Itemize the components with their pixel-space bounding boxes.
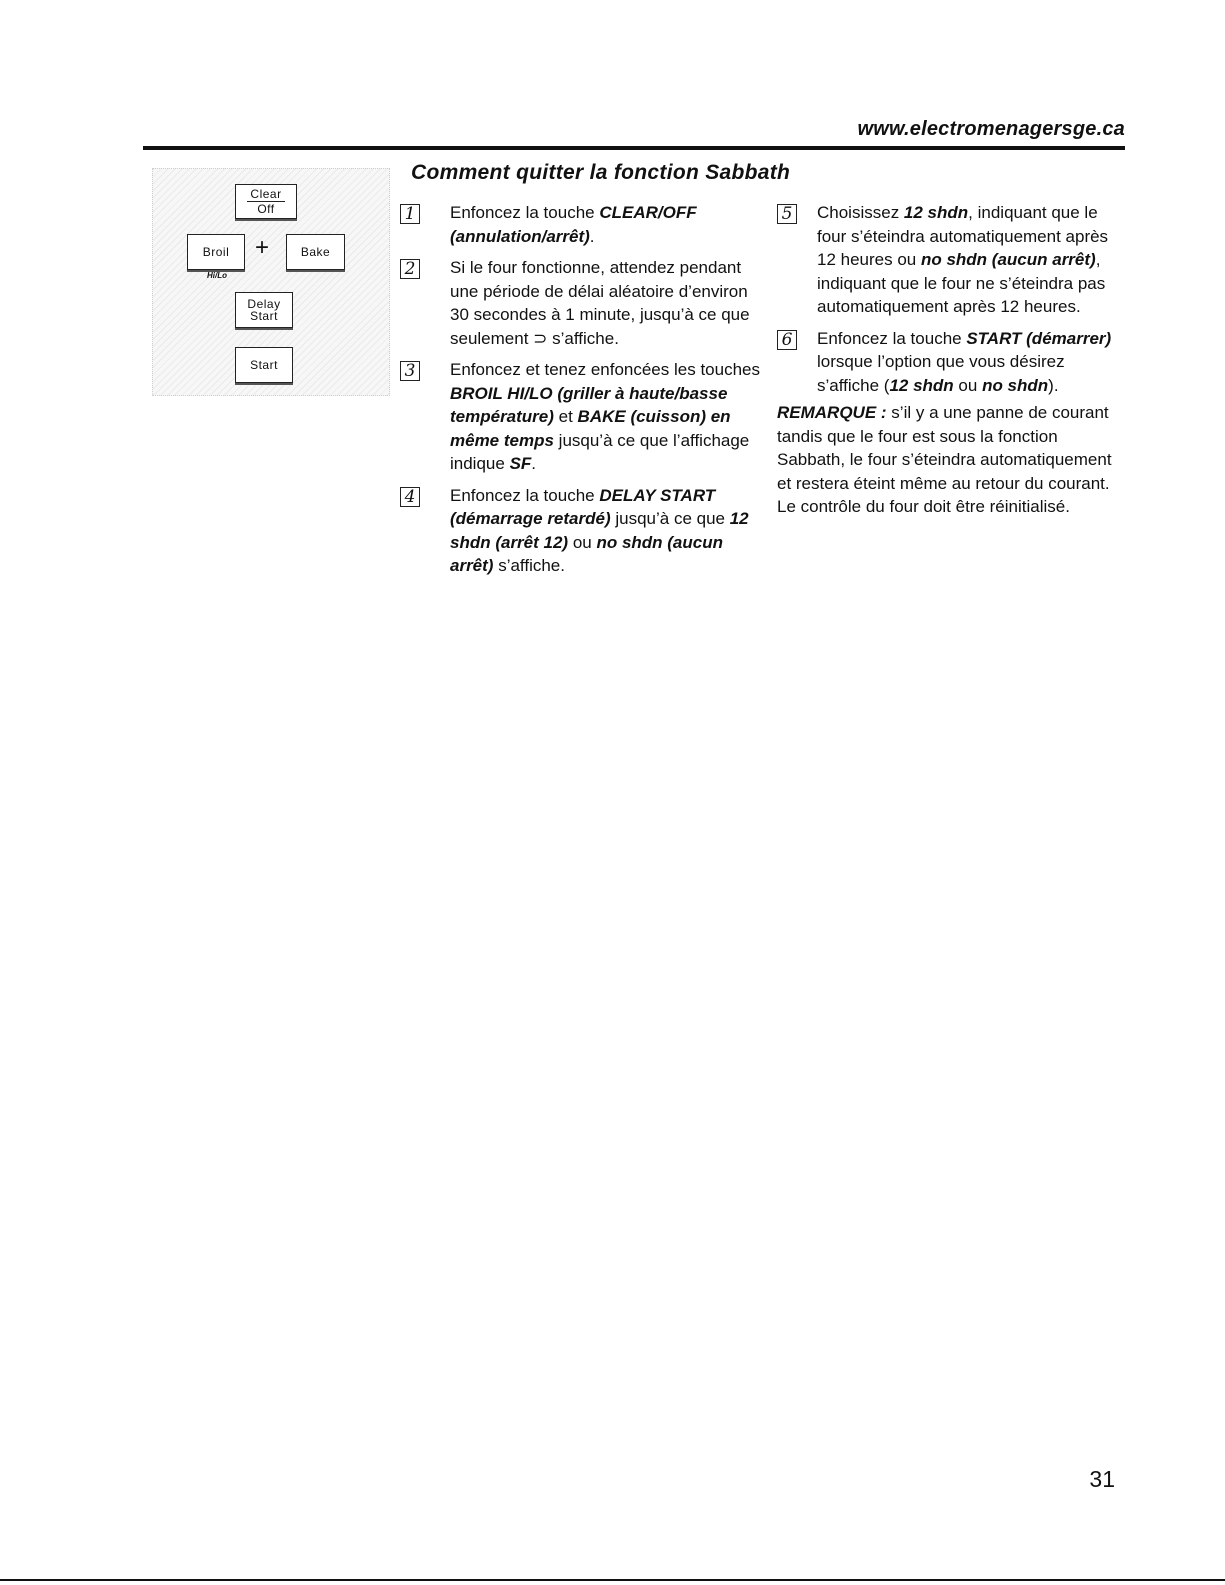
left-column: [400, 201, 760, 586]
step-key: START (démarrer): [966, 328, 1112, 348]
step-text: .: [531, 454, 537, 473]
right-column: [777, 201, 1122, 519]
step-text: Enfoncez la touche: [450, 485, 600, 505]
step-text: s’affiche.: [493, 556, 565, 575]
step-1: [400, 201, 760, 248]
step-text: ).: [1048, 375, 1059, 395]
hilo-label: Hi/Lo: [207, 271, 227, 280]
display-code: 12 shdn: [903, 203, 969, 222]
step-key: BROIL HI/LO (griller à haute/basse température): [450, 383, 728, 426]
step-number: 2: [400, 259, 420, 279]
delay-label: Delay: [247, 297, 281, 311]
step-key: DELAY START (démarrage retardé): [450, 485, 716, 528]
off-label: Off: [257, 202, 275, 216]
note-paragraph: [777, 401, 1122, 519]
step-text: et: [553, 407, 578, 426]
note-label: REMARQUE :: [777, 403, 887, 422]
display-code: 12 shdn (arrêt 12): [450, 509, 749, 552]
bake-label: Bake: [300, 245, 331, 259]
clear-label: Clear: [250, 187, 282, 201]
header-rule: [143, 146, 1125, 150]
broil-label: Broil: [202, 245, 230, 259]
step-text: , indiquant que le four s’éteindra automatiquement après 12 heures ou: [817, 203, 1109, 269]
step-text: .: [589, 226, 595, 246]
step-3: [400, 358, 760, 476]
step-text: Choisissez: [817, 203, 904, 222]
step-text: ou: [568, 532, 597, 552]
plus-sign: +: [255, 234, 270, 261]
step-text: s’affiche.: [547, 328, 619, 348]
step-number: 4: [400, 487, 420, 507]
step-5: [777, 201, 1122, 319]
display-code: no shdn (aucun arrêt): [450, 532, 723, 575]
step-text: jusqu’à ce que: [610, 509, 730, 528]
step-2: [400, 256, 760, 350]
page-number: 31: [1089, 1466, 1115, 1492]
step-text: jusqu’à ce que l’affichage indique: [450, 430, 750, 473]
step-key: CLEAR/OFF (annulation/arrêt): [450, 203, 697, 246]
display-code: no shdn: [982, 375, 1049, 395]
display-code: no shdn (aucun arrêt): [920, 250, 1096, 269]
start-key: [235, 347, 293, 383]
step-text: Enfoncez la touche: [450, 203, 600, 222]
bake-key: [286, 234, 345, 270]
step-number: 6: [777, 330, 797, 350]
website-url: www.electromenagersge.ca: [857, 118, 1125, 140]
bottom-border: [0, 1579, 1225, 1581]
start-label: Start: [250, 358, 278, 372]
step-text: ou: [953, 375, 983, 395]
step-text: Si le four fonctionne, attendez pendant une période de délai aléatoire d’environ 30 secondes à 1 minute, jusqu’à ce que seulement: [450, 258, 750, 348]
step-text: Enfoncez et tenez enfoncées les touches: [450, 360, 760, 379]
step-6: [777, 327, 1122, 398]
note-text: s’il y a une panne de courant tandis que le four est sous la fonction Sabbath, le four s’éteindra automatiquement et restera éteint même au retour du courant. Le contrôle du four doit être réinitialisé.: [777, 403, 1112, 516]
display-symbol: ⊃: [533, 328, 548, 348]
delay-start-label: Start: [250, 309, 278, 323]
display-code: 12 shdn: [889, 375, 954, 395]
clear-off-key: [235, 184, 297, 219]
step-number: 1: [400, 204, 420, 224]
broil-key: [187, 234, 245, 270]
step-text: lorsque l’option que vous désirez s’affiche (: [817, 352, 1065, 395]
step-4: [400, 484, 760, 578]
step-number: 3: [400, 361, 420, 381]
keypad-illustration: [152, 168, 390, 396]
delay-start-key: [235, 292, 293, 328]
section-title: Comment quitter la fonction Sabbath: [411, 161, 791, 184]
step-text: , indiquant que le four ne s’éteindra pas automatiquement après 12 heures.: [817, 250, 1106, 316]
step-number: 5: [777, 204, 797, 224]
display-code: SF: [509, 454, 532, 473]
step-key: BAKE (cuisson) en même temps: [450, 407, 731, 450]
step-text: Enfoncez la touche: [817, 328, 967, 348]
